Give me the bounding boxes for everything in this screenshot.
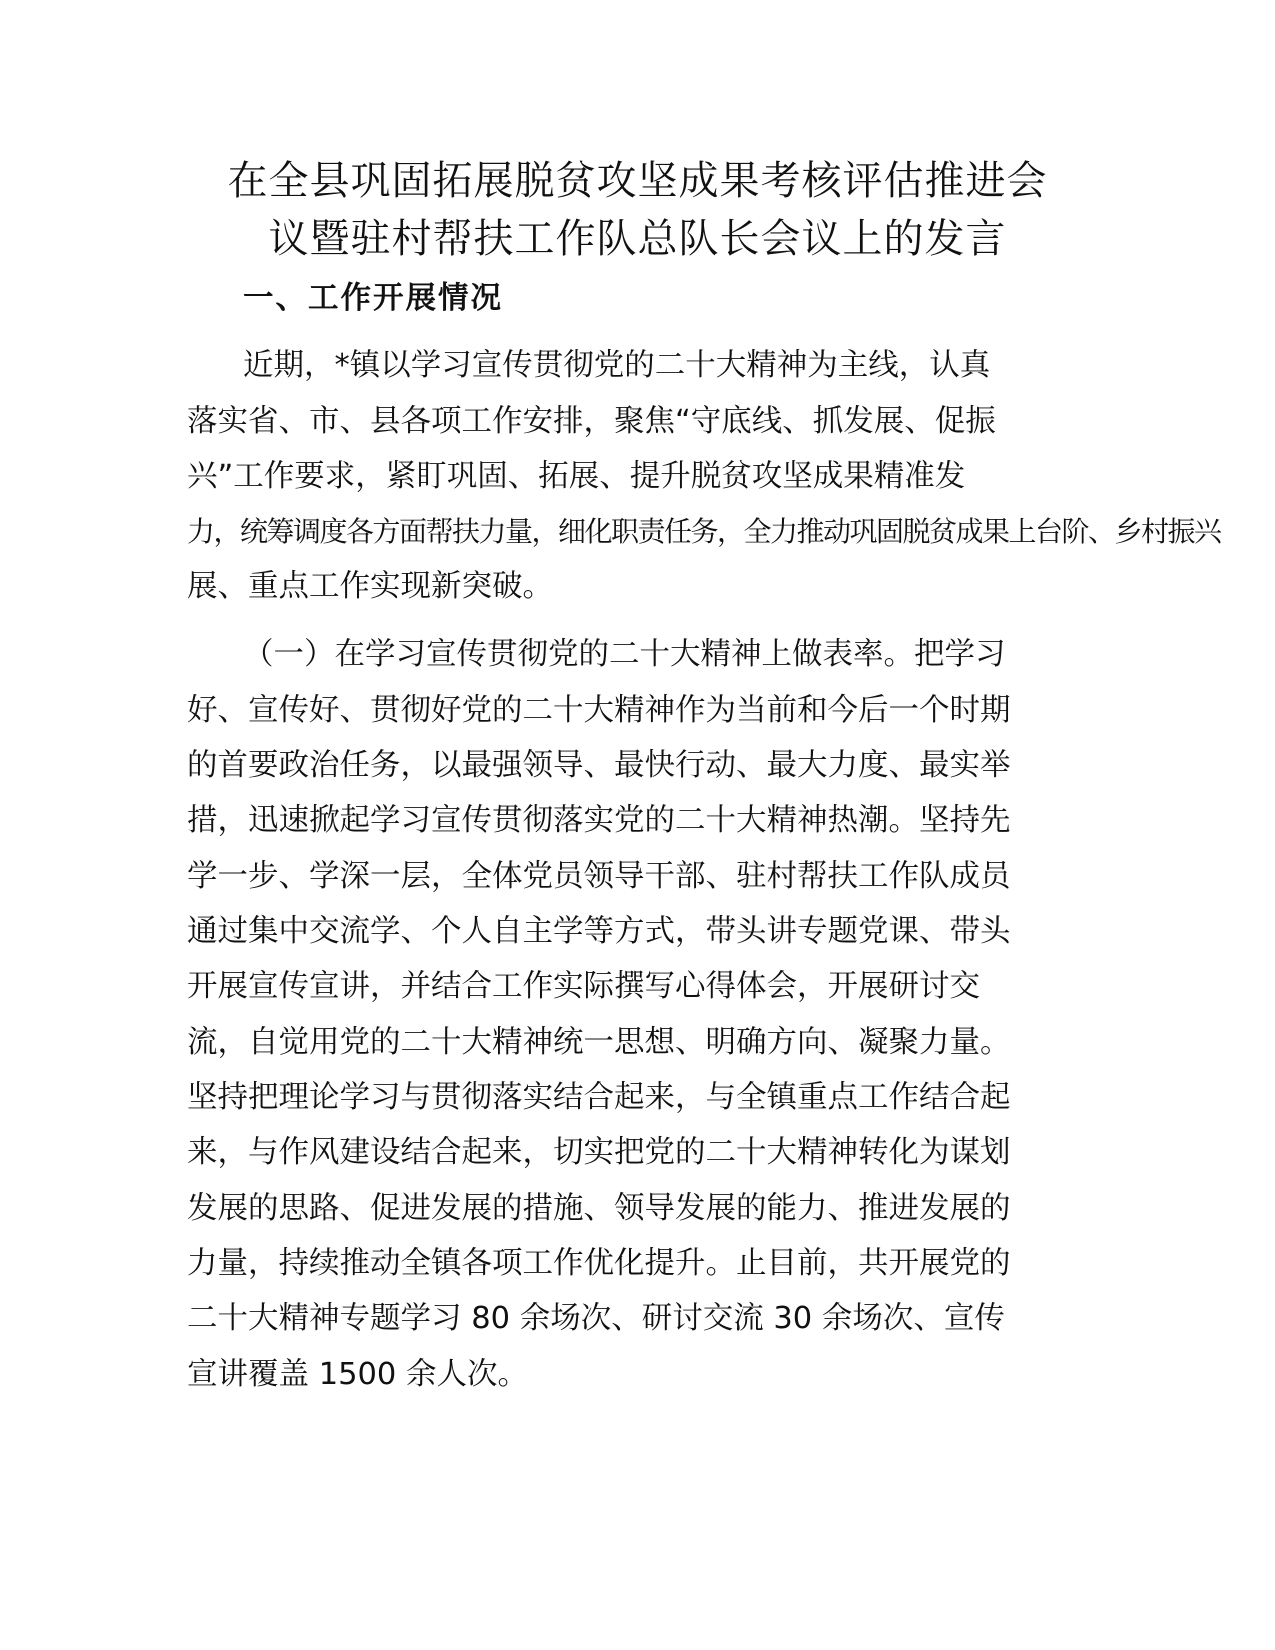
paragraph-1-line: 展、重点工作实现新突破。	[187, 569, 553, 604]
section-heading: 一、工作开展情况	[243, 281, 503, 316]
paragraph-2-line: 发展的思路、促进发展的措施、领导发展的能力、推进发展的	[187, 1191, 1011, 1226]
paragraph-1-line: 落实省、市、县各项工作安排，聚焦“守底线、抓发展、促振	[187, 404, 996, 439]
paragraph-2-line: 流，自觉用党的二十大精神统一思想、明确方向、凝聚力量。	[187, 1025, 1011, 1060]
paragraph-2-line: 的首要政治任务，以最强领导、最快行动、最大力度、最实举	[187, 748, 1011, 783]
paragraph-2-line: 力量，持续推动全镇各项工作优化提升。止目前，共开展党的	[187, 1246, 1011, 1281]
paragraph-2-line: 好、宣传好、贯彻好党的二十大精神作为当前和今后一个时期	[187, 693, 1011, 728]
document-title-line-2: 议暨驻村帮扶工作队总队长会议上的发言	[268, 216, 1007, 262]
paragraph-2-line: 宣讲覆盖 1500 余人次。	[187, 1357, 529, 1392]
paragraph-1-line: 兴”工作要求，紧盯巩固、拓展、提升脱贫攻坚成果精准发	[187, 459, 966, 494]
paragraph-1-line: 力，统筹调度各方面帮扶力量，细化职责任务，全力推动巩固脱贫成果上台阶、乡村振兴	[187, 515, 1221, 548]
paragraph-2-line: 开展宣传宣讲，并结合工作实际撰写心得体会，开展研讨交	[187, 969, 980, 1004]
paragraph-2-line: 措，迅速掀起学习宣传贯彻落实党的二十大精神热潮。坚持先	[187, 803, 1011, 838]
paragraph-2-line: 通过集中交流学、个人自主学等方式，带头讲专题党课、带头	[187, 914, 1011, 949]
paragraph-2-line: 学一步、学深一层，全体党员领导干部、驻村帮扶工作队成员	[187, 859, 1011, 894]
paragraph-2-line: 坚持把理论学习与贯彻落实结合起来，与全镇重点工作结合起	[187, 1080, 1011, 1115]
paragraph-2-line: 二十大精神专题学习 80 余场次、研讨交流 30 余场次、宣传	[187, 1301, 1005, 1336]
paragraph-1-line: 近期，*镇以学习宣传贯彻党的二十大精神为主线，认真	[243, 348, 991, 383]
document-title-line-1: 在全县巩固拓展脱贫攻坚成果考核评估推进会	[227, 158, 1048, 204]
paragraph-2-line: 来，与作风建设结合起来，切实把党的二十大精神转化为谋划	[187, 1135, 1011, 1170]
paragraph-2-line: （一）在学习宣传贯彻党的二十大精神上做表率。把学习	[243, 637, 1006, 672]
